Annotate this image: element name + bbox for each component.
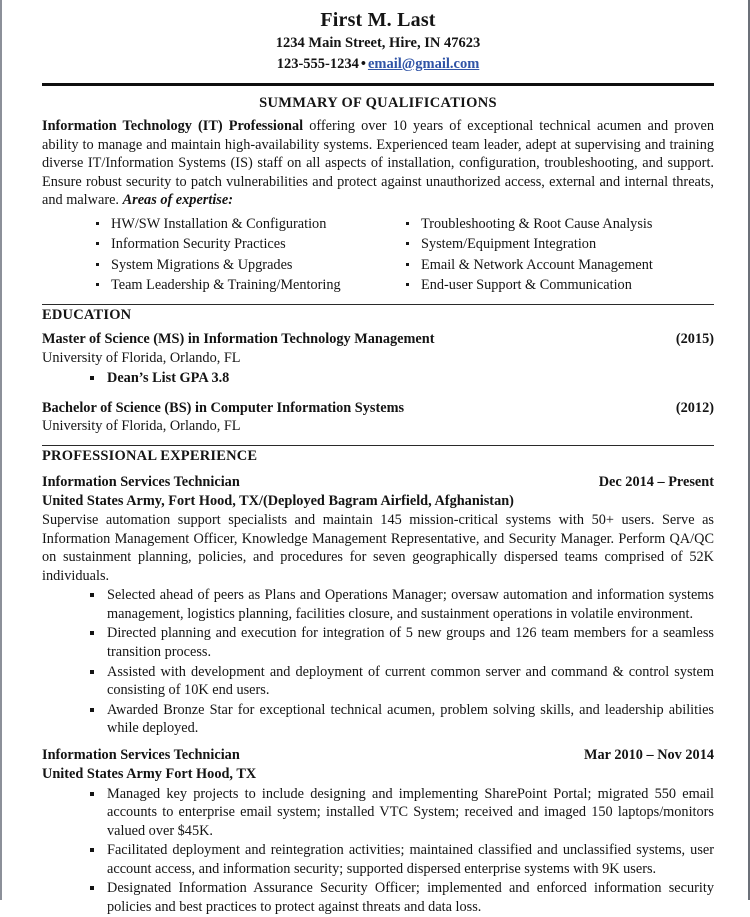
summary-lead-bold: Information Technology (IT) Professional xyxy=(42,118,304,135)
expertise-item: Team Leadership & Training/Mentoring xyxy=(94,275,404,295)
education-year: (2015) xyxy=(675,331,714,348)
list-item: Facilitated deployment and reintegration activities; maintained classified and unclassified systems, user account access, and information security; supported dispersed enterprise systems with 9K users. xyxy=(86,841,714,878)
summary-section xyxy=(42,95,714,295)
candidate-email-link[interactable]: email@gmail.com xyxy=(367,55,480,72)
job-role: Information Services Technician xyxy=(42,474,240,491)
education-school: University of Florida, Orlando, FL xyxy=(42,350,241,367)
expertise-item: Email & Network Account Management xyxy=(404,255,714,275)
expertise-column-right xyxy=(404,214,714,295)
expertise-item: Information Security Practices xyxy=(94,234,404,254)
job-bullet-list xyxy=(42,785,714,917)
summary-section-title: SUMMARY OF QUALIFICATIONS xyxy=(259,95,497,112)
summary-body-text: offering over 10 years of exceptional technical acumen and proven ability to manage and maintain high-availability systems. Experienced team leader, adept at supervising and training diverse IT/Information Systems (IS) staff on all aspects of installation, configuration, troubleshooting, and support. Ensure robust security to patch vulnerabilities and protect against unauthorized access, external and internal threats, and malware. xyxy=(42,118,715,209)
header-divider xyxy=(42,83,714,86)
job-role: Information Services Technician xyxy=(42,746,240,763)
job-employer: United States Army, Fort Hood, TX/(Deployed Bagram Airfield, Afghanistan) xyxy=(42,493,514,510)
list-item: Awarded Bronze Star for exceptional technical acumen, problem solving skills, and leadership abilities while deployed. xyxy=(86,701,714,738)
education-degree-row xyxy=(42,399,714,418)
education-entry xyxy=(42,399,714,437)
education-school: University of Florida, Orlando, FL xyxy=(42,418,241,435)
education-degree: Master of Science (MS) in Information Technology Management xyxy=(42,331,435,348)
expertise-item: System Migrations & Upgrades xyxy=(94,255,404,275)
experience-job xyxy=(42,473,714,738)
expertise-column-left xyxy=(94,214,404,295)
list-item: Directed planning and execution for integration of 5 new groups and 126 team members for a seamless transition process. xyxy=(86,624,714,661)
education-degree-row xyxy=(42,330,714,349)
education-entry xyxy=(42,330,714,387)
contact-separator: • xyxy=(360,55,366,72)
job-description: Supervise automation support specialists and maintain 145 mission-critical systems with 50+ users. Serve as Information Management Officer, Knowledge Management Representative, and Security Manager. Perform QA/QC on sustainment planning, policies, and procedures for seven geographically dispersed teams comprised of 52K individuals. xyxy=(42,511,714,584)
education-bullet-list xyxy=(42,369,714,388)
experience-section xyxy=(42,445,714,916)
experience-job xyxy=(42,746,714,917)
job-dates: Dec 2014 – Present xyxy=(598,474,714,491)
candidate-contact-line xyxy=(42,55,714,75)
education-year: (2012) xyxy=(675,399,714,416)
experience-section-title: PROFESSIONAL EXPERIENCE xyxy=(42,448,258,465)
expertise-item: System/Equipment Integration xyxy=(404,234,714,254)
list-item: Dean’s List GPA 3.8 xyxy=(86,369,714,388)
job-dates: Mar 2010 – Nov 2014 xyxy=(584,746,714,763)
job-bullet-list xyxy=(42,586,714,738)
experience-divider xyxy=(42,445,714,446)
education-spacer xyxy=(42,390,714,399)
candidate-phone: 123-555-1234 xyxy=(276,55,359,72)
job-title-row xyxy=(42,746,714,765)
education-section-title: EDUCATION xyxy=(42,307,132,324)
candidate-name: First M. Last xyxy=(320,9,436,31)
job-title-row xyxy=(42,473,714,492)
education-divider xyxy=(42,304,714,305)
resume-header xyxy=(42,8,714,74)
expertise-item: Troubleshooting & Root Cause Analysis xyxy=(404,214,714,234)
summary-paragraph xyxy=(42,117,714,210)
list-item: Selected ahead of peers as Plans and Operations Manager; oversaw automation and information systems management, logistics planning, facilities closure, and sustainment operations in volatile environment. xyxy=(86,586,714,623)
list-item: Designated Information Assurance Security Officer; implemented and enforced information security policies and best practices to protect against threats and data loss. xyxy=(86,879,714,916)
education-section xyxy=(42,304,714,436)
list-item: Managed key projects to include designing and implementing SharePoint Portal; migrated 550 email accounts to enterprise email system; installed VTC System; received and imaged 150 laptops/monitors valued over $45K. xyxy=(86,785,714,841)
candidate-address: 1234 Main Street, Hire, IN 47623 xyxy=(275,35,481,51)
expertise-item: HW/SW Installation & Configuration xyxy=(94,214,404,234)
job-employer: United States Army Fort Hood, TX xyxy=(42,765,257,782)
list-item: Assisted with development and deployment of current common server and command & control system consisting of 10K end users. xyxy=(86,663,714,700)
expertise-columns xyxy=(42,214,714,295)
education-degree: Bachelor of Science (BS) in Computer Information Systems xyxy=(42,399,405,416)
areas-of-expertise-label: Areas of expertise: xyxy=(122,192,233,209)
expertise-item: End-user Support & Communication xyxy=(404,275,714,295)
